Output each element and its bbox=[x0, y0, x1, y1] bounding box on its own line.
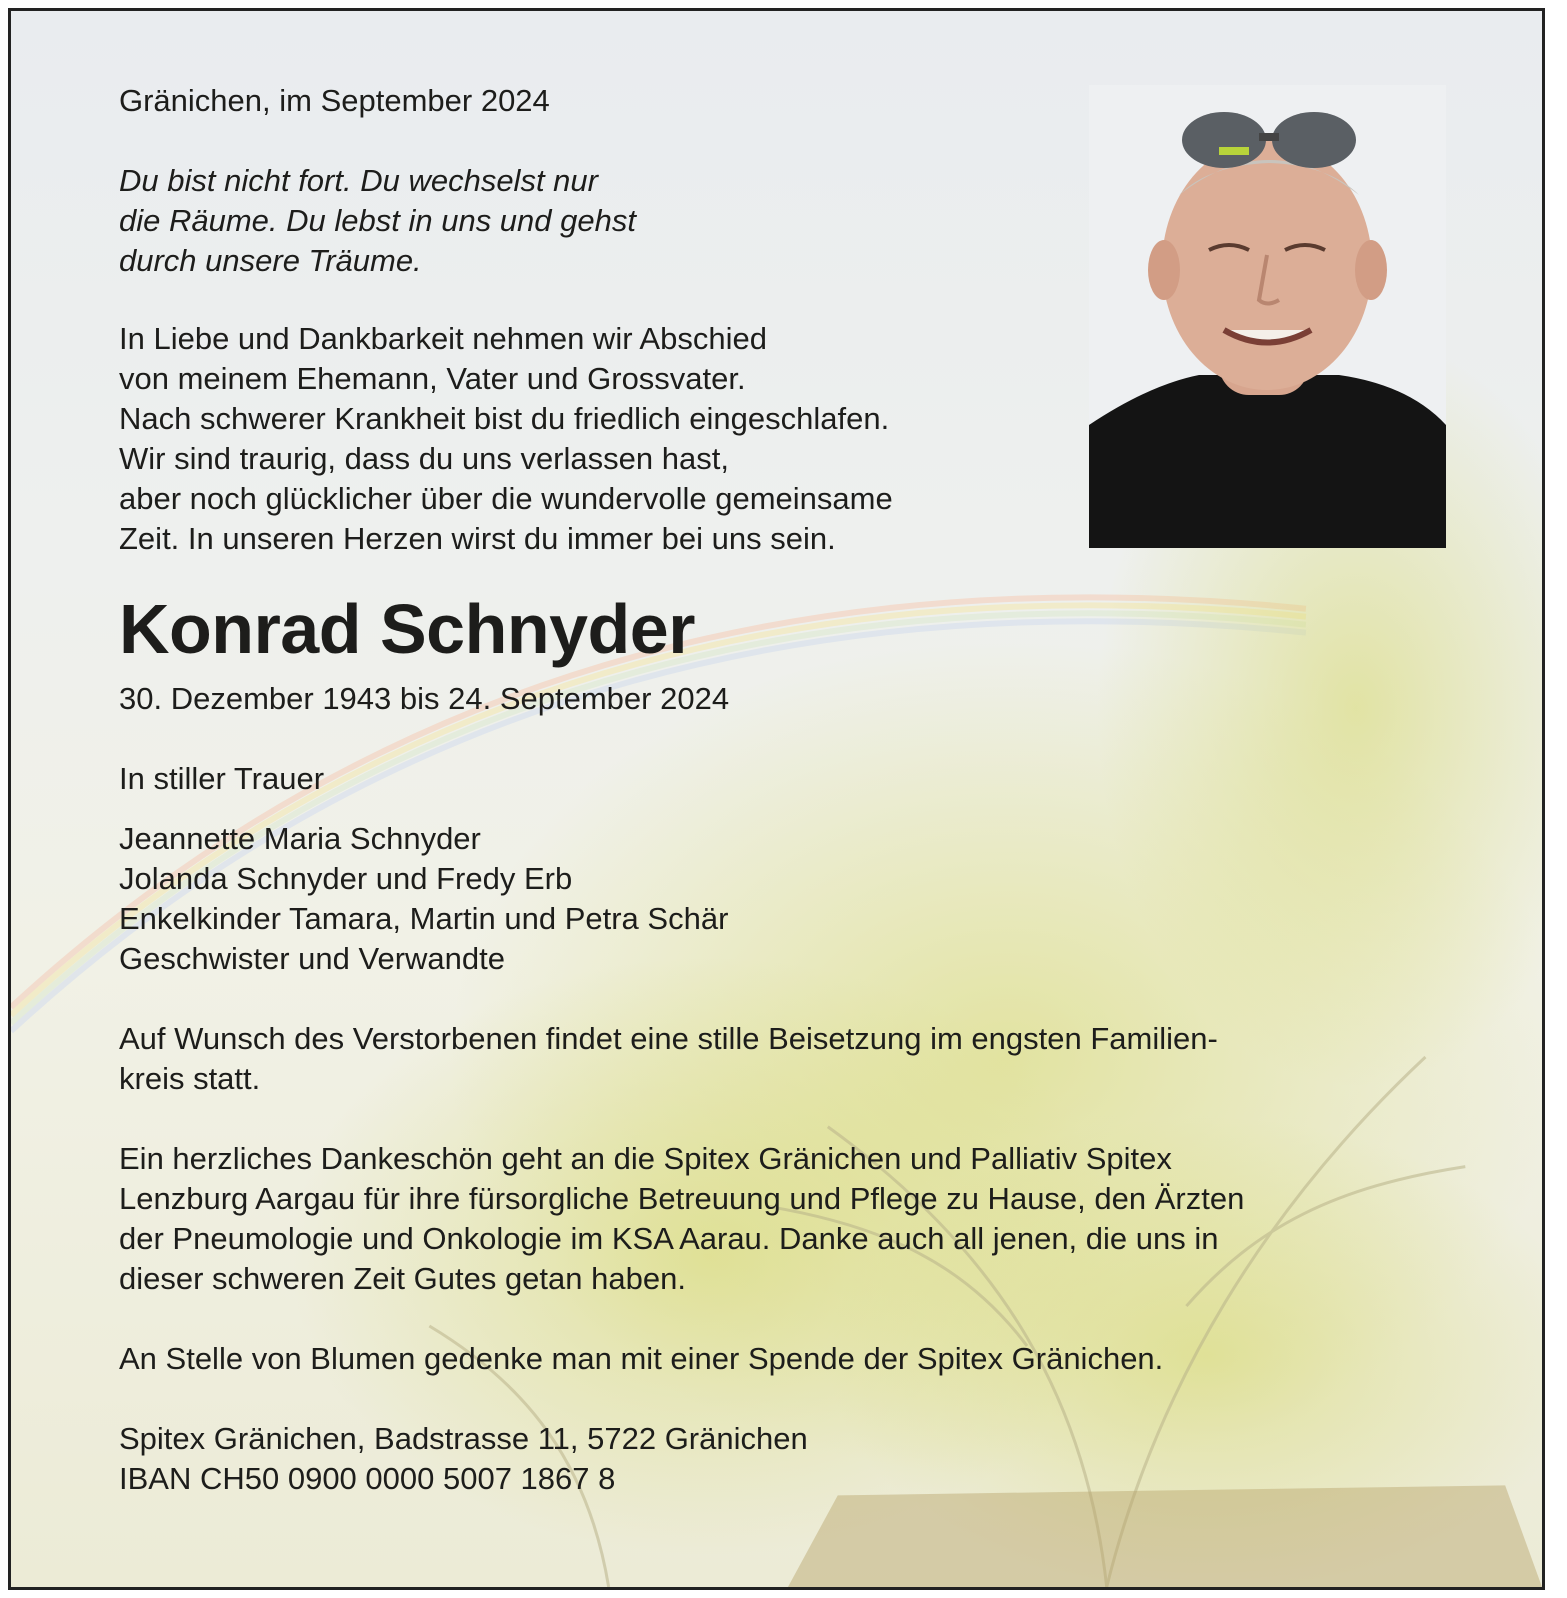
message-line: Zeit. In unseren Herzen wirst du immer bei uns sein. bbox=[119, 521, 836, 556]
poem-line: die Räume. Du lebst in uns und gehst bbox=[119, 203, 636, 238]
life-dates bbox=[119, 679, 729, 719]
message-line: von meinem Ehemann, Vater und Grossvater. bbox=[119, 361, 746, 396]
portrait-photo-icon bbox=[1089, 85, 1446, 548]
message-line: Nach schwerer Krankheit bist du friedlich eingeschlafen. bbox=[119, 401, 890, 436]
burial-line: Auf Wunsch des Verstorbenen findet eine stille Beisetzung im engsten Familien- bbox=[119, 1021, 1218, 1056]
thanks-line: Lenzburg Aargau für ihre fürsorgliche Betreuung und Pflege zu Hause, den Ärzten bbox=[119, 1181, 1245, 1216]
poem-line: Du bist nicht fort. Du wechselst nur bbox=[119, 163, 598, 198]
donation-request bbox=[119, 1339, 1163, 1379]
poem-line: durch unsere Träume. bbox=[119, 243, 422, 278]
farewell-message bbox=[119, 319, 893, 559]
location-date-line: Gränichen, im September 2024 bbox=[119, 83, 550, 118]
message-line: aber noch glücklicher über die wundervolle gemeinsame bbox=[119, 481, 893, 516]
deceased-name: Konrad Schnyder bbox=[119, 590, 695, 668]
bank-iban: IBAN CH50 0900 0000 5007 1867 8 bbox=[119, 1461, 616, 1496]
donation-line: An Stelle von Blumen gedenke man mit einer Spende der Spitex Gränichen. bbox=[119, 1341, 1164, 1376]
burial-info bbox=[119, 1019, 1218, 1099]
mourners-list bbox=[119, 819, 728, 979]
thanks-line: Ein herzliches Dankeschön geht an die Spitex Gränichen und Palliativ Spitex bbox=[119, 1141, 1172, 1176]
mourner-item: Geschwister und Verwandte bbox=[119, 941, 505, 976]
mourning-label bbox=[119, 759, 324, 799]
bank-address: Spitex Gränichen, Badstrasse 11, 5722 Gränichen bbox=[119, 1421, 808, 1456]
thanks-line: der Pneumologie und Onkologie im KSA Aarau. Danke auch all jenen, die uns in bbox=[119, 1221, 1219, 1256]
mourner-item: Jolanda Schnyder und Fredy Erb bbox=[119, 861, 573, 896]
bank-details bbox=[119, 1419, 808, 1499]
life-dates-line: 30. Dezember 1943 bis 24. September 2024 bbox=[119, 681, 730, 716]
mourner-item: Enkelkinder Tamara, Martin und Petra Schär bbox=[119, 901, 729, 936]
burial-line: kreis statt. bbox=[119, 1061, 261, 1096]
message-line: In Liebe und Dankbarkeit nehmen wir Abschied bbox=[119, 321, 767, 356]
mourner-item: Jeannette Maria Schnyder bbox=[119, 821, 481, 856]
location-date bbox=[119, 81, 550, 121]
mourning-label-line: In stiller Trauer bbox=[119, 761, 325, 796]
poem bbox=[119, 161, 636, 281]
obituary-notice bbox=[8, 8, 1545, 1590]
message-line: Wir sind traurig, dass du uns verlassen hast, bbox=[119, 441, 729, 476]
thanks-paragraph bbox=[119, 1139, 1244, 1299]
thanks-line: dieser schweren Zeit Gutes getan haben. bbox=[119, 1261, 686, 1296]
